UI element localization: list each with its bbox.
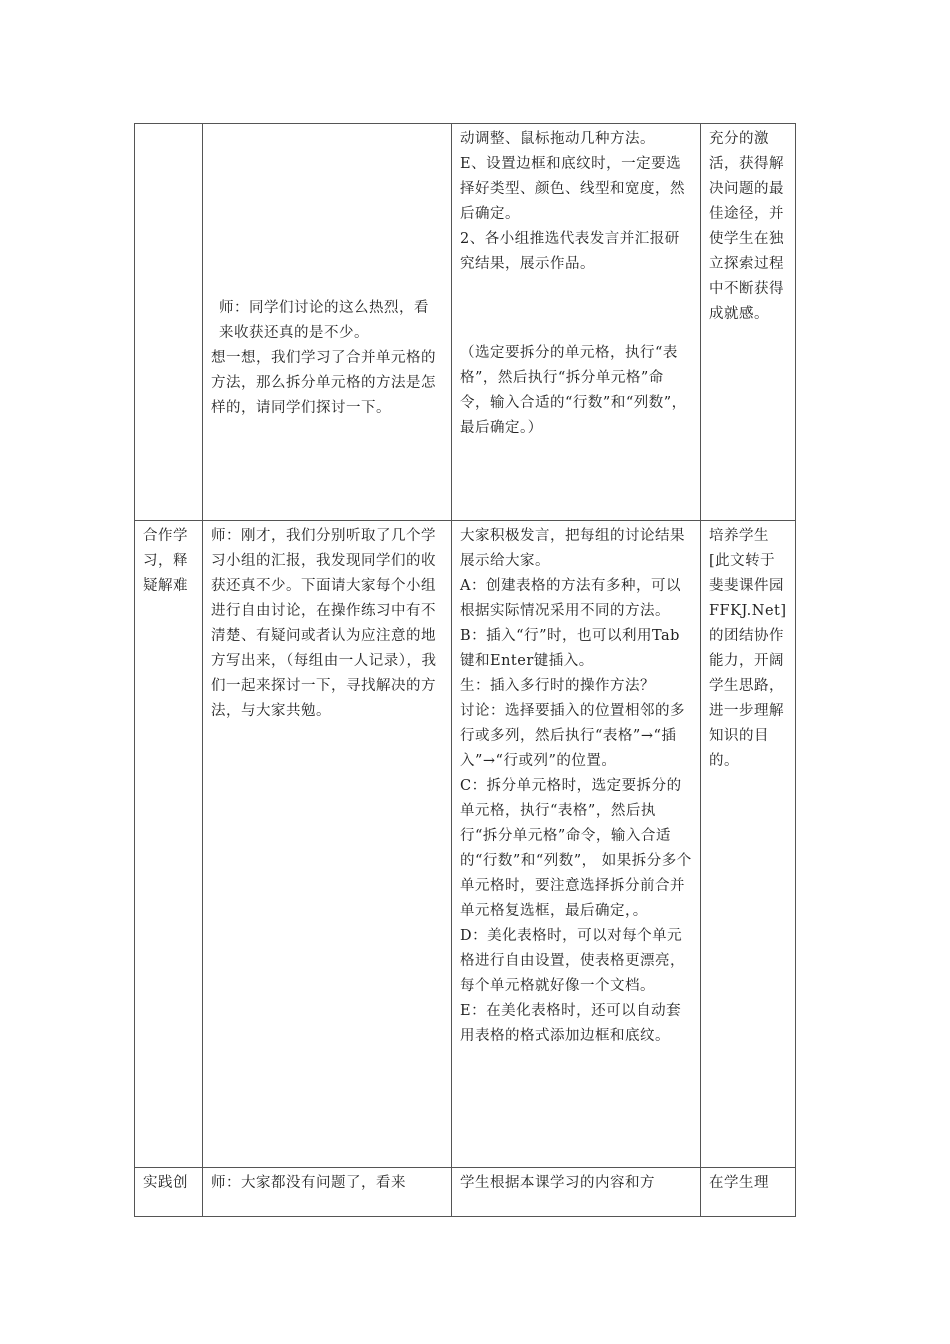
lesson-plan-table xyxy=(134,123,796,1217)
table-row xyxy=(135,521,796,1168)
student-activity-cell xyxy=(452,124,701,521)
stage-cell: 合作学习，释疑解难 xyxy=(135,521,203,1168)
teacher-activity-cell: 师：刚才，我们分别听取了几个学习小组的汇报，我发现同学们的收获还真不少。下面请大家每个小组进行自由讨论，在操作练习中有不清楚、有疑问或者认为应注意的地方写出来，（每组由一人记录），我们一起来探讨一下，寻找解决的方法，与大家共勉。 xyxy=(203,521,452,1168)
student-text: 生：插入多行时的操作方法？ xyxy=(460,678,655,694)
spacer xyxy=(460,277,692,341)
student-text: 2、各小组推选代表发言并汇报研究结果，展示作品。 xyxy=(460,231,680,272)
teacher-activity-cell xyxy=(203,124,452,521)
student-activity-cell: 学生根据本课学习的内容和方 xyxy=(452,1168,701,1217)
student-text: E：在美化表格时，还可以自动套用表格的格式添加边框和底纹。 xyxy=(460,1003,682,1044)
student-text: D：美化表格时，可以对每个单元格进行自由设置，使表格更漂亮，每个单元格就好像一个文档。 xyxy=(460,928,685,994)
table-row xyxy=(135,124,796,521)
table-row xyxy=(135,1168,796,1217)
student-text: E、设置边框和底纹时，一定要选择好类型、颜色、线型和宽度，然后确定。 xyxy=(460,156,685,222)
student-text: B：插入“行”时，也可以利用Tab键和Enter键插入。 xyxy=(460,628,680,669)
teacher-text: 想一想，我们学习了合并单元格的方法，那么拆分单元格的方法是怎样的，请同学们探讨一下。 xyxy=(211,350,436,416)
student-text: A：创建表格的方法有多种，可以根据实际情况采用不同的方法。 xyxy=(460,578,681,619)
student-activity-cell xyxy=(452,521,701,1168)
student-text: 大家积极发言，把每组的讨论结果展示给大家。 xyxy=(460,528,685,569)
design-intent-cell: 在学生理 xyxy=(701,1168,796,1217)
teacher-activity-cell: 师：大家都没有问题了，看来 xyxy=(203,1168,452,1217)
design-intent-cell: 充分的激活，获得解决问题的最佳途径，并使学生在独立探索过程中不断获得成就感。 xyxy=(701,124,796,521)
teacher-text: 师：同学们讨论的这么热烈，看来收获还真的是不少。 xyxy=(219,300,429,341)
student-text: C：拆分单元格时，选定要拆分的单元格，执行“表格”，然后执行“拆分单元格”命令，输入合适的“行数”和“列数”， 如果拆分多个单元格时，要注意选择拆分前合并单元格复选框，最后确定，。 xyxy=(460,778,692,919)
student-text: 讨论：选择要插入的位置相邻的多行或多列，然后执行“表格”→“插入”→“行或列”的位置。 xyxy=(460,703,685,769)
stage-cell: 实践创 xyxy=(135,1168,203,1217)
student-text: 动调整、鼠标拖动几种方法。 xyxy=(460,131,655,147)
student-text: （选定要拆分的单元格，执行“表格”，然后执行“拆分单元格”命令，输入合适的“行数”和“列数”，最后确定。） xyxy=(460,345,687,436)
stage-cell xyxy=(135,124,203,521)
spacer xyxy=(211,127,443,296)
design-intent-cell: 培养学生[此文转于斐斐课件园 FFKJ.Net]的团结协作能力，开阔学生思路，进一步理解知识的目的。 xyxy=(701,521,796,1168)
